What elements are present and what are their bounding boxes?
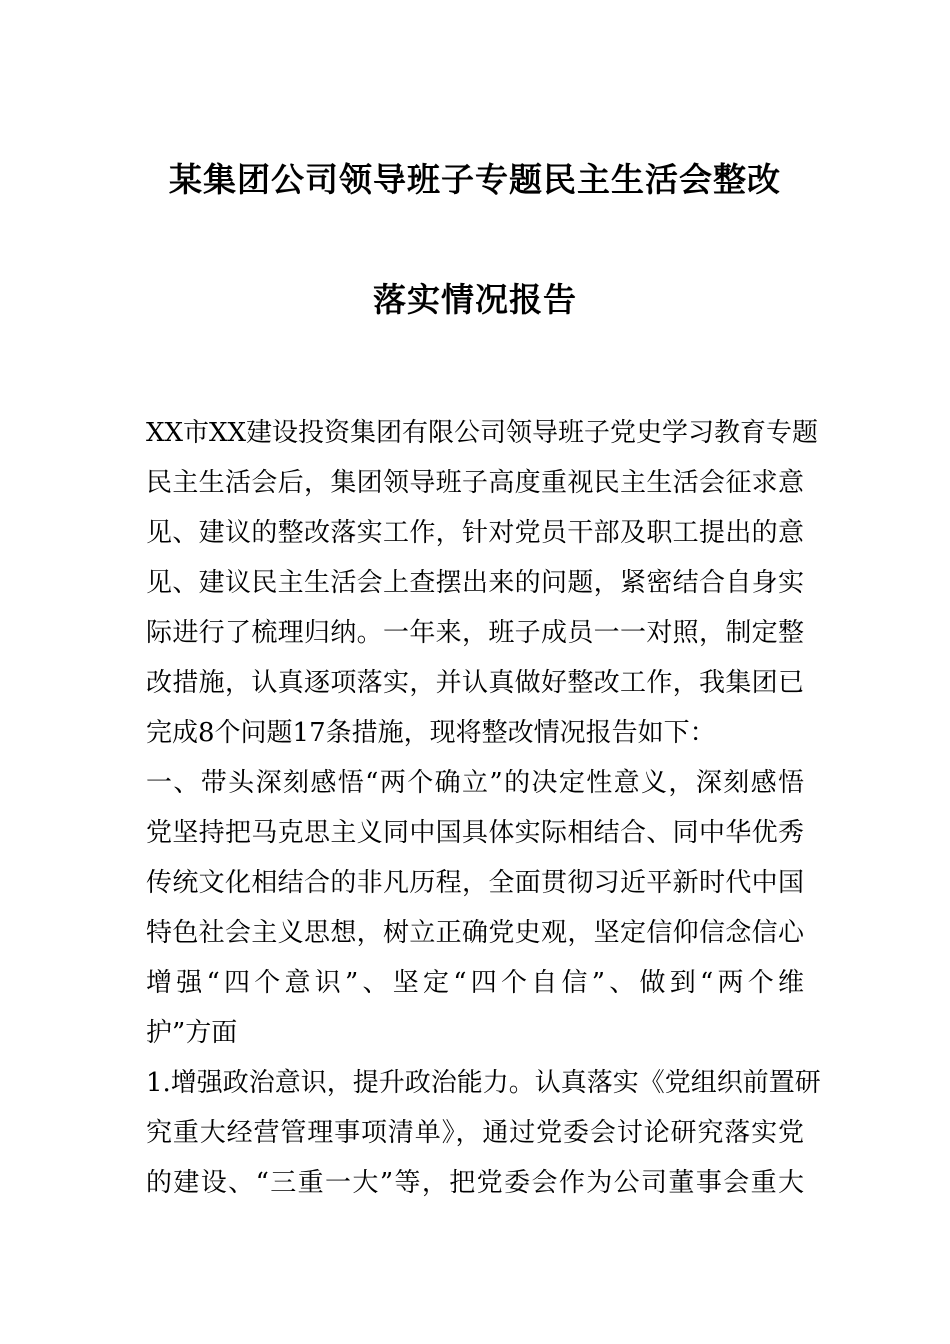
body-line: 党坚持把马克思主义同中国具体实际相结合、同中华优秀 <box>146 818 804 848</box>
body-line: 传统文化相结合的非凡历程，全面贯彻习近平新时代中国 <box>146 868 804 898</box>
body-line: 见、建议的整改落实工作，针对党员干部及职工提出的意 <box>146 518 804 548</box>
body-line: 完成8个问题17条措施，现将整改情况报告如下： <box>146 718 716 748</box>
body-line: 增强“四个意识”、坚定“四个自信”、做到“两个维 <box>146 968 804 998</box>
body-line: 1.增强政治意识，提升政治能力。认真落实《党组织前置研 <box>146 1068 821 1098</box>
document-title-line-2: 落实情况报告 <box>373 280 577 319</box>
body-line: 际进行了梳理归纳。一年来，班子成员一一对照，制定整 <box>146 618 804 648</box>
body-line: XX市XX建设投资集团有限公司领导班子党史学习教育专题 <box>146 418 819 448</box>
body-line: 民主生活会后，集团领导班子高度重视民主生活会征求意 <box>146 468 804 498</box>
body-line: 改措施，认真逐项落实，并认真做好整改工作，我集团已 <box>146 668 804 698</box>
body-line: 究重大经营管理事项清单》，通过党委会讨论研究落实党 <box>146 1118 804 1148</box>
document-title-line-1: 某集团公司领导班子专题民主生活会整改 <box>169 160 781 199</box>
body-line: 见、建议民主生活会上查摆出来的问题，紧密结合自身实 <box>146 568 804 598</box>
body-line: 护”方面 <box>146 1018 238 1048</box>
body-line: 特色社会主义思想，树立正确党史观，坚定信仰信念信心 <box>146 918 804 948</box>
body-line: 一、带头深刻感悟“两个确立”的决定性意义，深刻感悟 <box>146 768 804 798</box>
document-body <box>146 408 821 1208</box>
body-line: 的建设、“三重一大”等，把党委会作为公司董事会重大 <box>146 1168 804 1198</box>
